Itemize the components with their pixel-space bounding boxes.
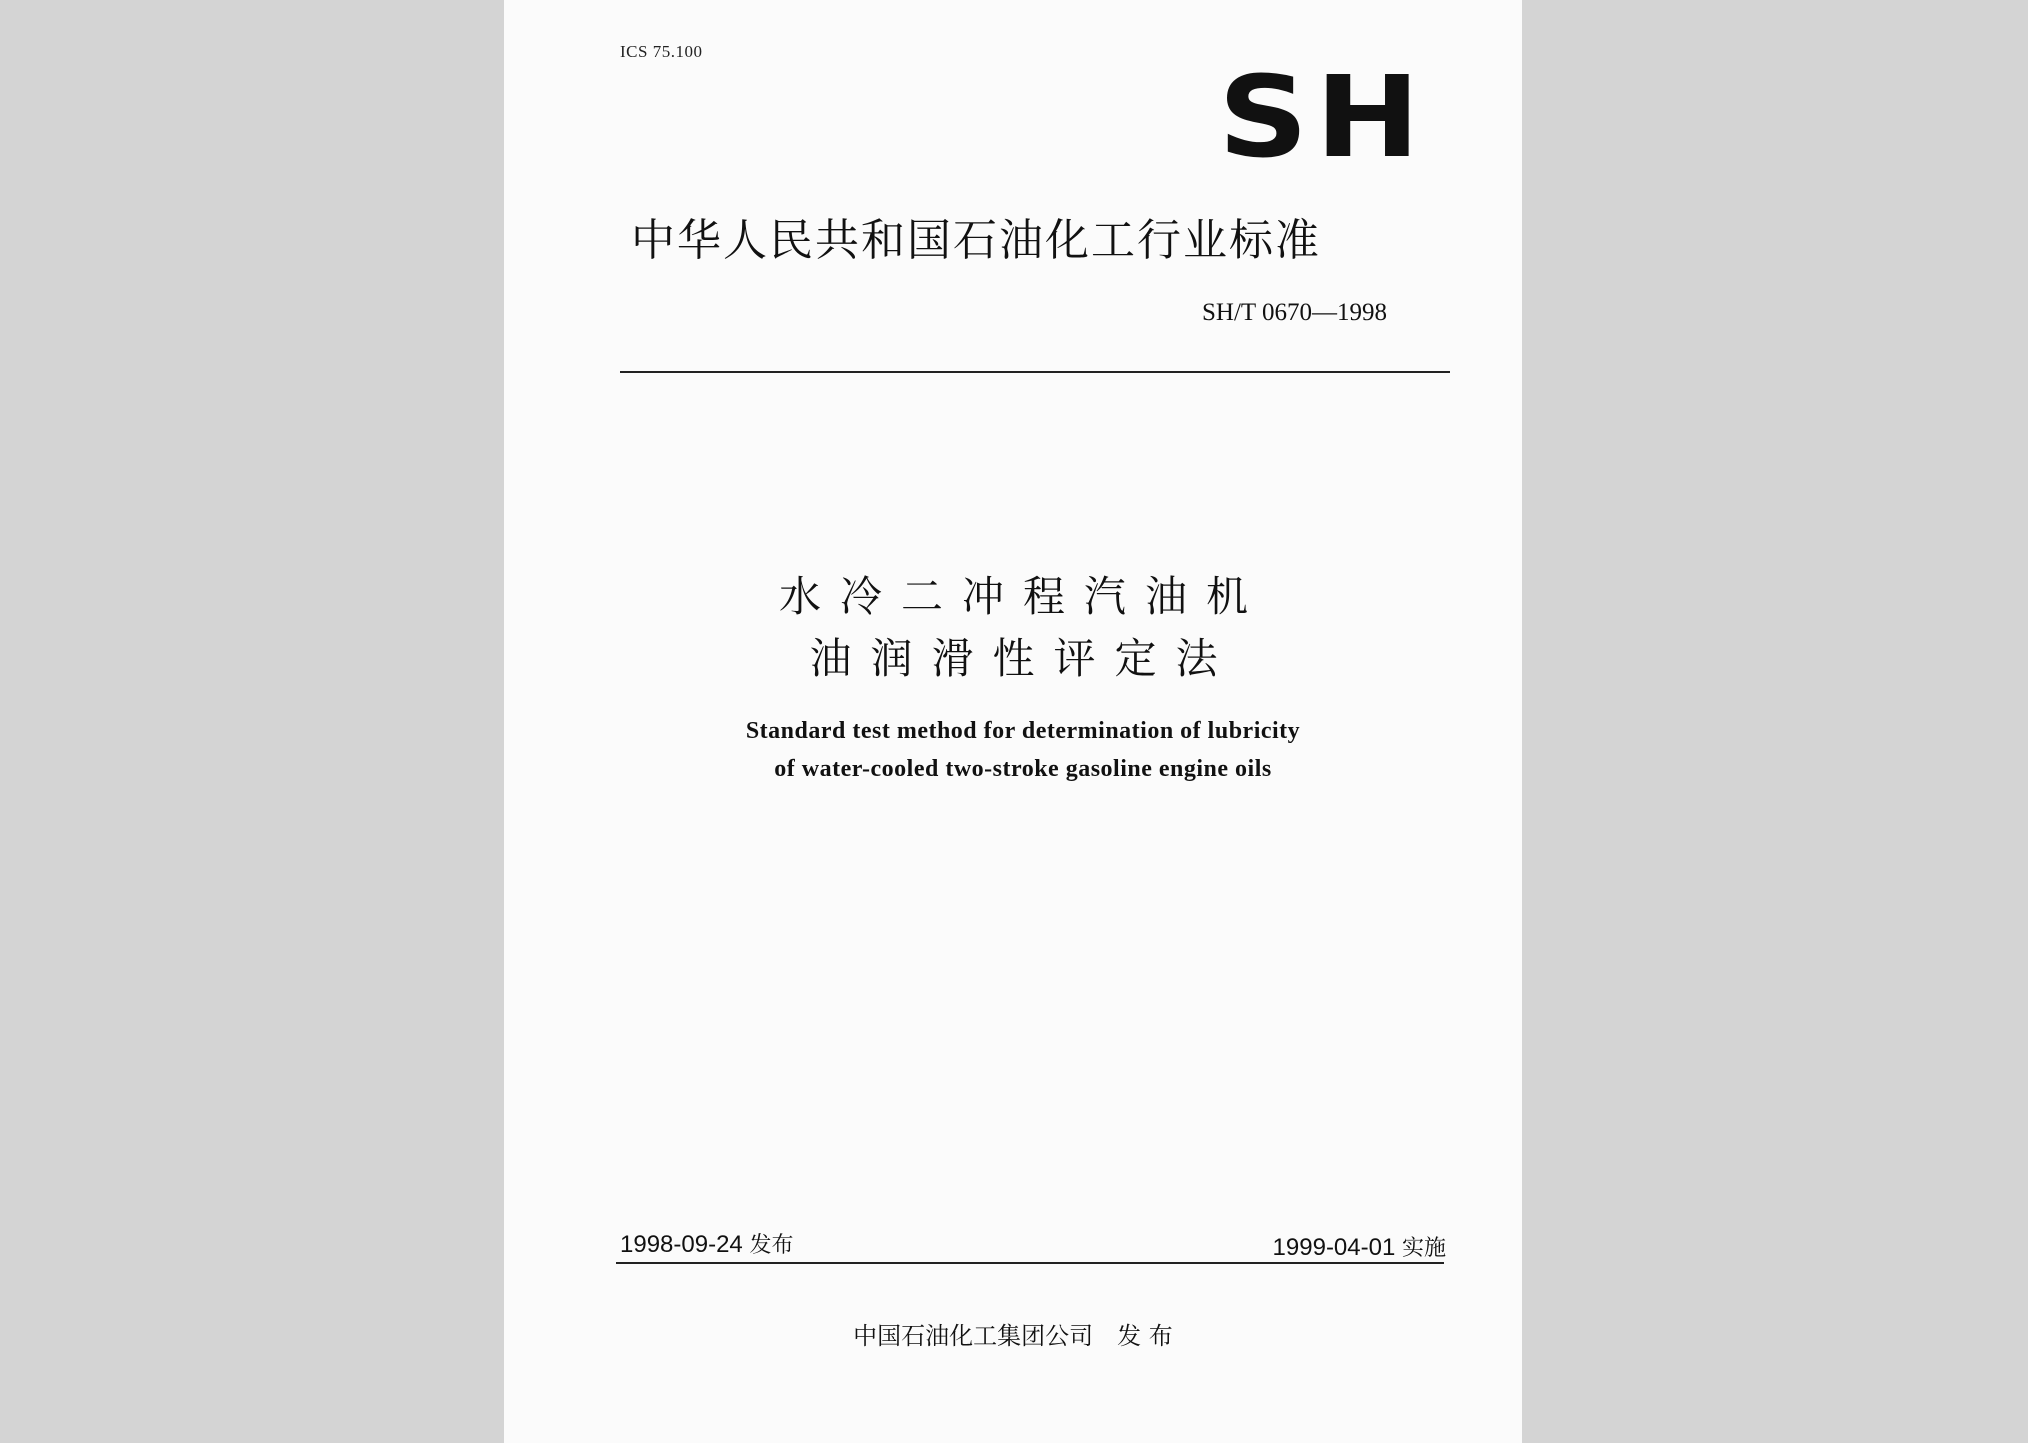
org-title: 中华人民共和国石油化工行业标准: [631, 215, 1321, 266]
footer-divider: [616, 1262, 1444, 1264]
chinese-title-line-1: 水冷二冲程汽油机: [778, 572, 1267, 621]
issue-date: 1998-09-24: [620, 1231, 743, 1258]
implementation-date-line: [1273, 1231, 1446, 1262]
standard-number: SH/T 0670—1998: [1202, 299, 1387, 326]
ics-code: ICS 75.100: [620, 42, 703, 61]
implementation-label: 实施: [1401, 1236, 1446, 1261]
publisher-line: [504, 1316, 1522, 1351]
english-title-line-2: of water-cooled two-stroke gasoline engine oils: [774, 756, 1272, 782]
issue-label: 发布: [749, 1233, 794, 1258]
sh-logo: SH: [1218, 53, 1427, 183]
document-page: [504, 0, 1522, 1443]
publisher-action: 发 布: [1117, 1322, 1173, 1350]
publisher-name: 中国石油化工集团公司: [853, 1322, 1094, 1350]
header-divider: [620, 371, 1450, 373]
english-title-line-1: Standard test method for determination of lubricity: [745, 718, 1301, 744]
chinese-title-line-2: 油润滑性评定法: [809, 634, 1237, 683]
implementation-date: 1999-04-01: [1272, 1234, 1396, 1261]
issue-date-line: [620, 1228, 793, 1259]
